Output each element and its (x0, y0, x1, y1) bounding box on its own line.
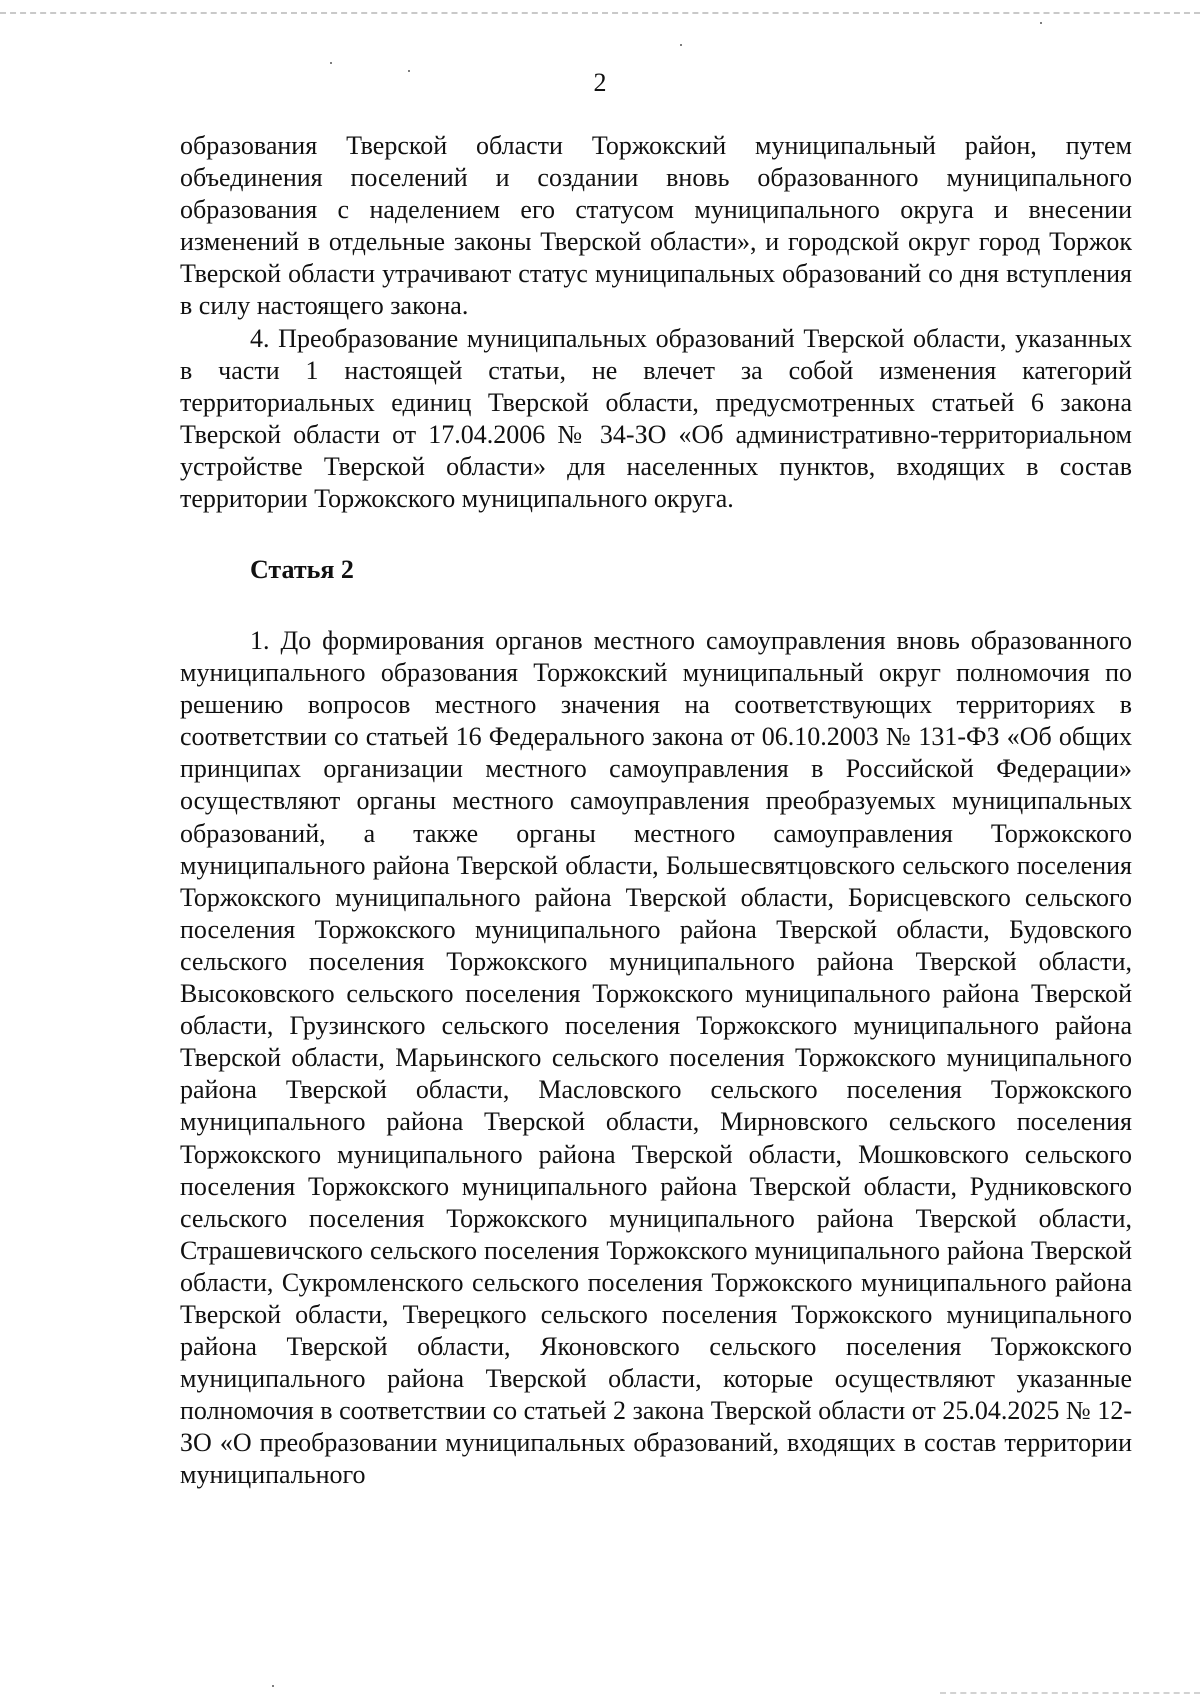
scan-speck (330, 62, 332, 64)
scan-speck (680, 44, 682, 46)
paragraph-item-4: 4. Преобразование муниципальных образований Тверской области, указанных в части 1 настоящей статьи, не влечет за собой изменения категорий территориальных единиц Тверской области, предусмотренных статьей 6 закона Тверской области от 17.04.2006 № 34-ЗО «Об административно-территориальном устройстве Тверской области» для населенных пунктов, входящих в состав территории Торжокского муниципального округа. (180, 323, 1132, 514)
page-number: 2 (593, 68, 607, 97)
scan-speck (272, 1685, 274, 1687)
paragraph-continuation: образования Тверской области Торжокский муниципальный район, путем объединения поселений и создании вновь образованного муниципального образования с наделением его статусом муниципального округа и внесении изменений в отдельные законы Тверской области», и городской округ город Торжок Тверской области утрачивают статус муниципальных образований со дня вступления в силу настоящего закона. (180, 131, 1132, 321)
text-block-top (180, 130, 1132, 515)
scan-edge-top (0, 0, 1200, 14)
article-heading: Статья 2 (250, 555, 354, 584)
scan-edge-bottom (940, 1692, 1200, 1702)
scan-speck (1040, 22, 1042, 24)
paragraph-item-1: 1. До формирования органов местного самоуправления вновь образованного муниципального образования Торжокский муниципальный округ полномочия по решению вопросов местного значения на соответствующих территориях в соответствии со статьей 16 Федерального закона от 06.10.2003 № 131-ФЗ «Об общих принципах организации местного самоуправления в Российской Федерации» осуществляют органы местного самоуправления преобразуемых муниципальных образований, а также органы местного самоуправления Торжокского муниципального района Тверской области, Большесвятцовского сельского поселения Торжокского муниципального района Тверской области, Борисцевского сельского поселения Торжокского муниципального района Тверской области, Будовского сельского поселения Торжокского муниципального района Тверской области, Высоковского сельского поселения Торжокского муниципального района Тверской области, Грузинского сельского поселения Торжокского муниципального района Тверской области, Марьинского сельского поселения Торжокского муниципального района Тверской области, Масловского сельского поселения Торжокского муниципального района Тверской области, Мирновского сельского поселения Торжокского муниципального района Тверской области, Мошковского сельского поселения Торжокского муниципального района Тверской области, Рудниковского сельского поселения Торжокского муниципального района Тверской области, Страшевичского сельского поселения Торжокского муниципального района Тверской области, Сукромленского сельского поселения Торжокского муниципального района Тверской области, Тверецкого сельского поселения Торжокского муниципального района Тверской области, Яконовского сельского поселения Торжокского муниципального района Тверской области, которые осуществляют указанные полномочия в соответствии со статьей 2 закона Тверской области от 25.04.2025 № 12-ЗО «О преобразовании муниципальных образований, входящих в состав территории муниципального (180, 626, 1132, 1490)
scan-speck (408, 70, 410, 72)
text-block-article-2 (180, 625, 1132, 1492)
